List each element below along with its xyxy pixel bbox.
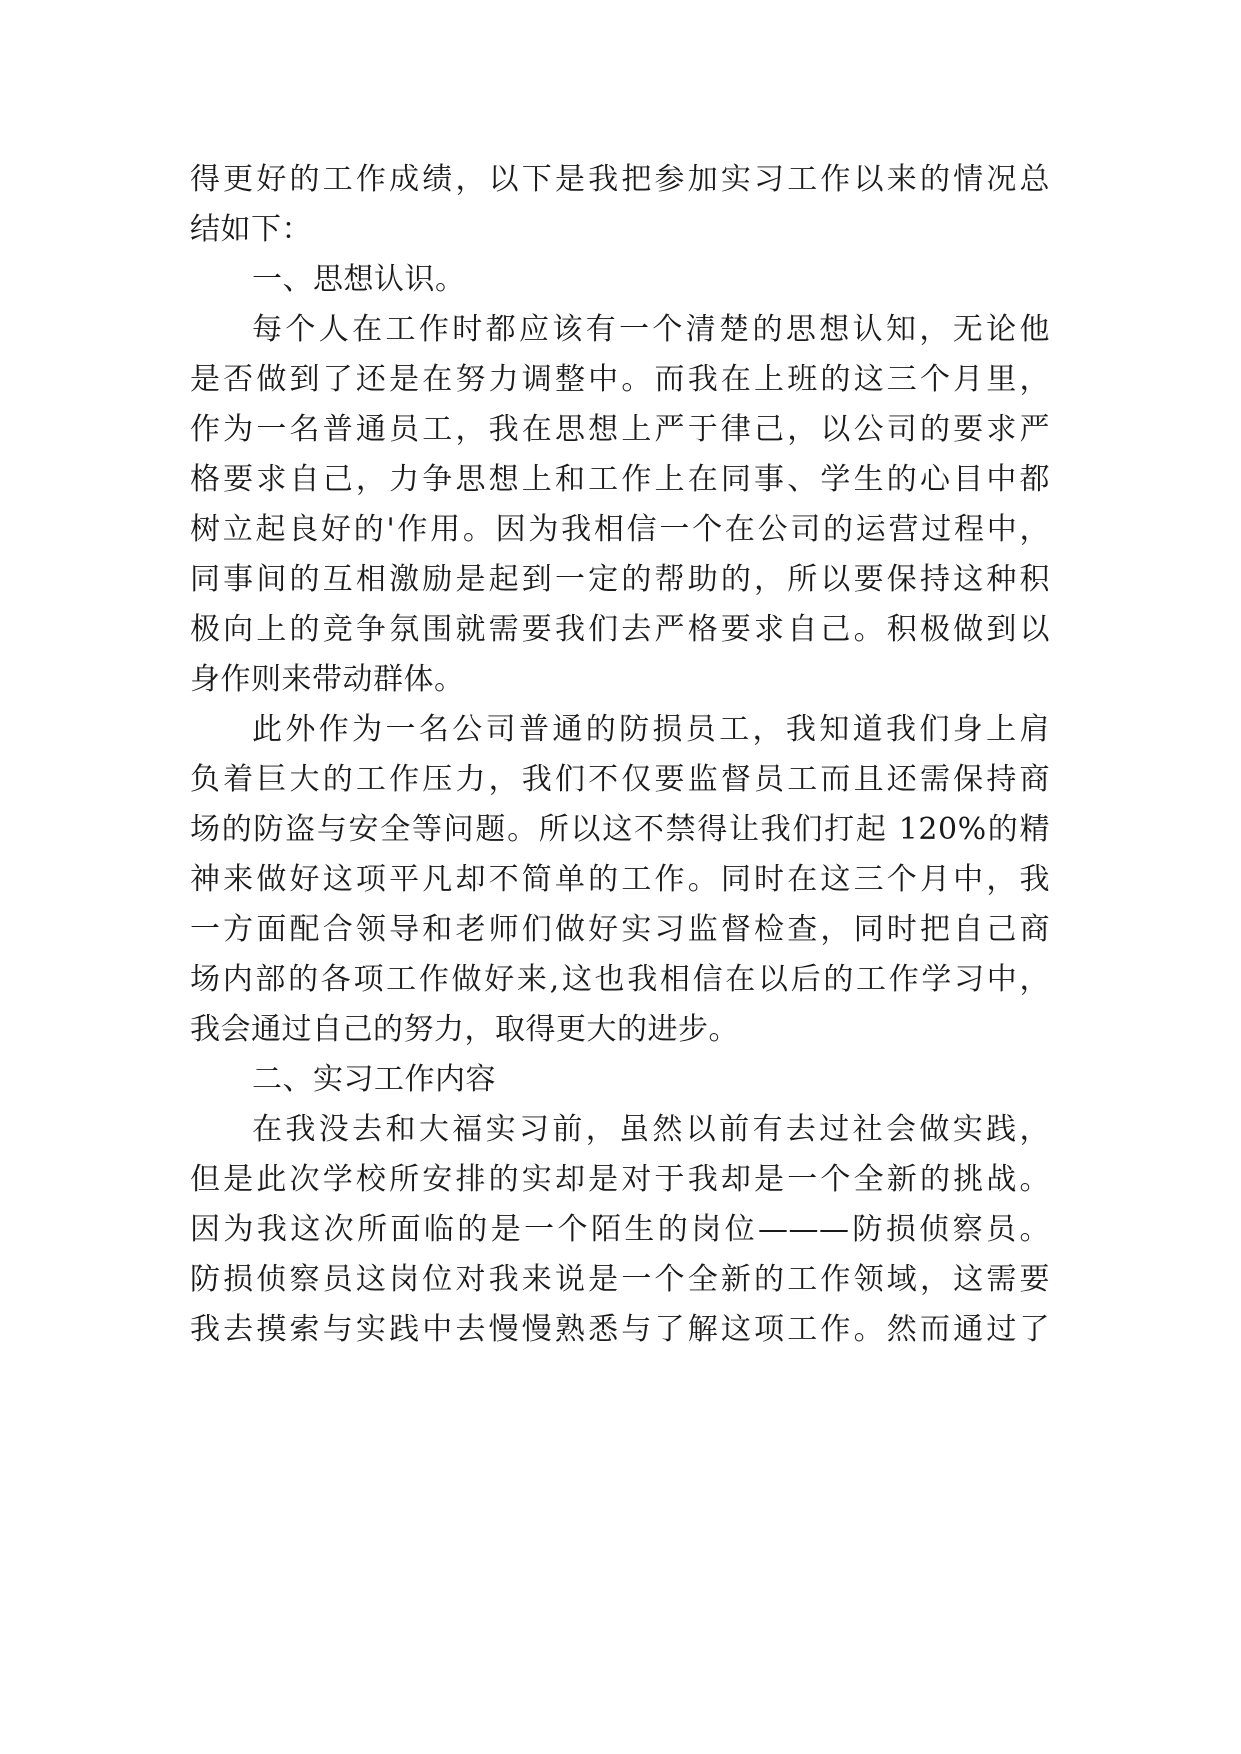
text-line: 树立起良好的'作用。因为我相信一个在公司的运营过程中， xyxy=(190,512,1050,547)
text-line: 得更好的工作成绩，以下是我把参加实习工作以来的情况总 xyxy=(190,162,1050,197)
text-line: 一方面配合领导和老师们做好实习监督检查，同时把自己商 xyxy=(190,912,1050,947)
text-line: 格要求自己，力争思想上和工作上在同事、学生的心目中都 xyxy=(190,462,1050,497)
text-line: 负着巨大的工作压力，我们不仅要监督员工而且还需保持商 xyxy=(190,762,1050,797)
text-line: 场的防盗与安全等问题。所以这不禁得让我们打起 120%的精 xyxy=(190,812,1050,847)
text-line: 因为我这次所面临的是一个陌生的岗位———防损侦察员。 xyxy=(190,1212,1050,1247)
text-line: 此外作为一名公司普通的防损员工，我知道我们身上肩 xyxy=(252,712,1050,747)
text-line: 我去摸索与实践中去慢慢熟悉与了解这项工作。然而通过了 xyxy=(190,1312,1050,1347)
document-body xyxy=(190,155,1050,1355)
text-line: 同事间的互相激励是起到一定的帮助的，所以要保持这种积 xyxy=(190,562,1050,597)
section-heading: 一、思想认识。 xyxy=(252,262,466,297)
text-line: 极向上的竞争氛围就需要我们去严格要求自己。积极做到以 xyxy=(190,612,1050,647)
text-line: 防损侦察员这岗位对我来说是一个全新的工作领域，这需要 xyxy=(190,1262,1050,1297)
text-line: 在我没去和大福实习前，虽然以前有去过社会做实践， xyxy=(252,1112,1050,1147)
text-line: 我会通过自己的努力，取得更大的进步。 xyxy=(190,1012,739,1047)
text-line: 场内部的各项工作做好来,这也我相信在以后的工作学习中， xyxy=(190,962,1050,997)
text-line: 作为一名普通员工，我在思想上严于律己，以公司的要求严 xyxy=(190,412,1050,447)
text-line: 结如下： xyxy=(190,212,312,247)
text-line: 但是此次学校所安排的实却是对于我却是一个全新的挑战。 xyxy=(190,1162,1050,1197)
section-heading: 二、实习工作内容 xyxy=(252,1062,496,1097)
text-line: 身作则来带动群体。 xyxy=(190,662,465,697)
text-line: 每个人在工作时都应该有一个清楚的思想认知，无论他 xyxy=(252,312,1050,347)
text-line: 是否做到了还是在努力调整中。而我在上班的这三个月里， xyxy=(190,362,1050,397)
text-line: 神来做好这项平凡却不简单的工作。同时在这三个月中，我 xyxy=(190,862,1050,897)
